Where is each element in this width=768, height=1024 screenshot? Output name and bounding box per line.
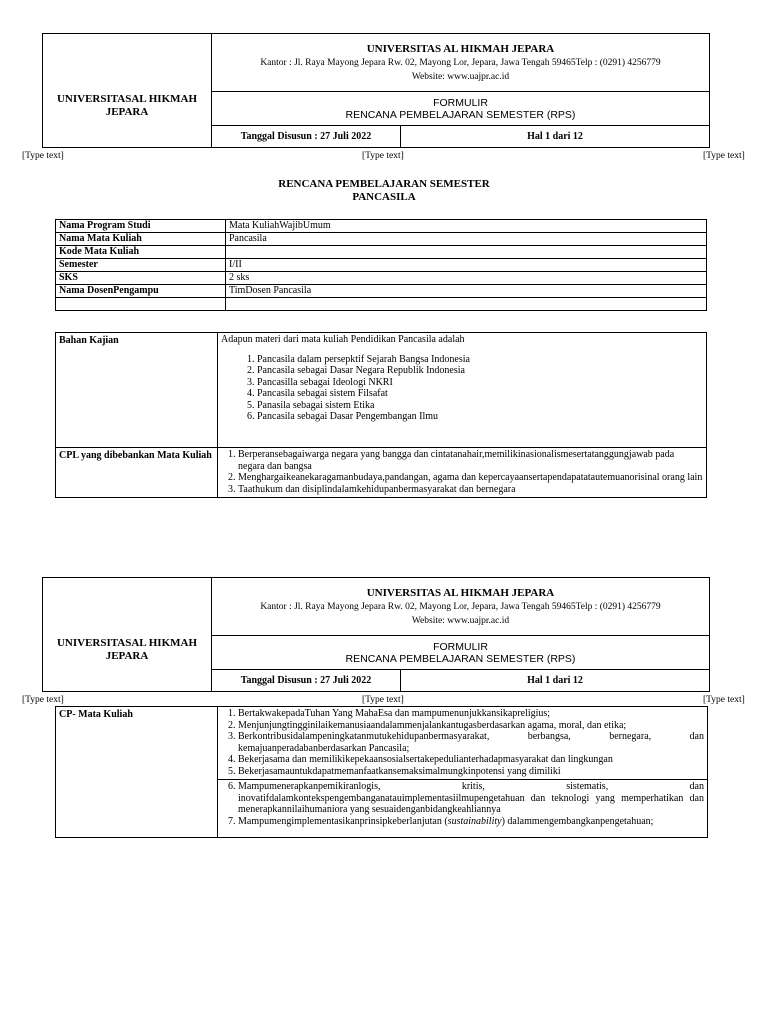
list-item: 2. Menghargaikeanekaragamanbudaya,pandangan, agama dan kepercayaansertapendapatatautemuanorisinal orang lain xyxy=(238,472,703,484)
address: Kantor : Jl. Raya Mayong Jepara Rw. 02, Mayong Lor, Jepara, Jawa Tengah 59465Telp : (0291) 4256779 xyxy=(260,57,661,68)
form-label: FORMULIR xyxy=(433,640,488,653)
type-text-left: [Type text] xyxy=(22,695,64,705)
list-item: 3. Berkontribusidalampeningkatanmutukehidupanbermasyarakat, berbangsa, bernegara, dan kemajuanperadabanberdasarkan Pancasila; xyxy=(238,731,704,754)
cp-mk-list-a xyxy=(221,708,704,777)
type-text-right: [Type text] xyxy=(703,151,745,161)
list-item: 1. Berperansebagaiwarga negara yang bangga dan cintatanahair,memilikinasionalismesertatanggungjawab pada negara dan bangsa xyxy=(238,449,703,472)
info-row: Kode Mata Kuliah xyxy=(56,246,707,259)
list-item: 2. Pancasila sebagai Dasar Negara Republik Indonesia xyxy=(257,365,703,377)
university-name: UNIVERSITAS AL HIKMAH JEPARA xyxy=(366,42,555,55)
address: Kantor : Jl. Raya Mayong Jepara Rw. 02, Mayong Lor, Jepara, Jawa Tengah 59465Telp : (0291) 4256779 xyxy=(260,601,661,612)
form-title: RENCANA PEMBELAJARAN SEMESTER (RPS) xyxy=(345,108,576,121)
list-item: 6. Pancasila sebagai Dasar Pengembangan Ilmu xyxy=(257,411,703,423)
document-title: RENCANA PEMBELAJARAN SEMESTER xyxy=(278,178,490,190)
cp-mata-kuliah-table xyxy=(55,706,708,838)
date-compiled: Tanggal Disusun : 27 Juli 2022 xyxy=(212,126,401,148)
learning-content-table xyxy=(55,332,707,498)
list-item: 7. Mampumengimplementasikanprinsipkeberlanjutan (sustainability) dalammengembangkanpengetahuan; xyxy=(238,816,704,828)
info-row: Semester I/II xyxy=(56,259,707,272)
type-text-right: [Type text] xyxy=(703,695,745,705)
info-row xyxy=(56,298,707,311)
page-number: Hal 1 dari 12 xyxy=(401,126,710,148)
info-row: SKS 2 sks xyxy=(56,272,707,285)
info-row: Nama DosenPengampu TimDosen Pancasila xyxy=(56,285,707,298)
list-item: 4. Bekerjasama dan memilikikepekaansosialsertakepedulianterhadapmasyarakat dan lingkungan xyxy=(238,754,704,766)
list-item: 3. Pancasilla sebagai Ideologi NKRI xyxy=(257,377,703,389)
type-text-center: [Type text] xyxy=(362,695,404,705)
university-name: UNIVERSITAS AL HIKMAH JEPARA xyxy=(366,586,555,599)
info-row: Nama Program Studi Mata KuliahWajibUmum xyxy=(56,220,707,233)
cpl-label: CPL yang dibebankan Mata Kuliah xyxy=(56,448,218,498)
cp-mk-list-b xyxy=(221,781,704,827)
cp-mk-label: CP- Mata Kuliah xyxy=(56,707,218,780)
date-compiled: Tanggal Disusun : 27 Juli 2022 xyxy=(212,670,401,692)
document-header-1 xyxy=(42,33,710,148)
bahan-kajian-intro: Adapun materi dari mata kuliah Pendidikan Pancasila adalah xyxy=(221,334,465,345)
list-item: 2. Menjunjungtingginilaikemanusiaandalammenjalankantugasberdasarkan agama, moral, dan etika; xyxy=(238,720,704,732)
document-header-2 xyxy=(42,577,710,692)
list-item: 5. Panasila sebagai sistem Etika xyxy=(257,400,703,412)
info-row: Nama Mata Kuliah Pancasila xyxy=(56,233,707,246)
list-item: 1. BertakwakepadaTuhan Yang MahaEsa dan mampumenunjukkansikapreligius; xyxy=(238,708,704,720)
list-item: 1. Pancasila dalam persepktif Sejarah Bangsa Indonesia xyxy=(257,354,703,366)
course-info-table xyxy=(55,219,707,311)
form-title: RENCANA PEMBELAJARAN SEMESTER (RPS) xyxy=(345,652,576,665)
website: Website: www.uajpr.ac.id xyxy=(411,615,510,626)
form-label: FORMULIR xyxy=(433,96,488,109)
list-item: 4. Pancasila sebagai sistem Filsafat xyxy=(257,388,703,400)
list-item: 6. Mampumenerapkanpemikiranlogis, kritis, sistematis, dan inovatifdalamkontekspengembanganatauimplementasiilmupengetahuan dan teknologi yang memperhatikan dan menerapkannilaihumaniora yang sesuaidenganbidangkeahliannya xyxy=(238,781,704,816)
logo-text: UNIVERSITASAL HIKMAH JEPARA xyxy=(43,34,212,148)
list-item: 3. Taathukum dan disiplindalamkehidupanbermasyarakat dan bernegara xyxy=(238,484,703,496)
website: Website: www.uajpr.ac.id xyxy=(411,71,510,82)
cpl-list xyxy=(221,449,703,495)
type-text-left: [Type text] xyxy=(22,151,64,161)
page-number: Hal 1 dari 12 xyxy=(401,670,710,692)
type-text-center: [Type text] xyxy=(362,151,404,161)
bahan-kajian-label: Bahan Kajian xyxy=(56,333,218,448)
logo-text: UNIVERSITASAL HIKMAH JEPARA xyxy=(43,578,212,692)
bahan-kajian-list xyxy=(221,354,703,423)
document-subtitle: PANCASILA xyxy=(352,191,416,203)
list-item: 5. Bekerjasamauntukdapatmemanfaatkansemaksimalmungkinpotensi yang dimiliki xyxy=(238,766,704,778)
